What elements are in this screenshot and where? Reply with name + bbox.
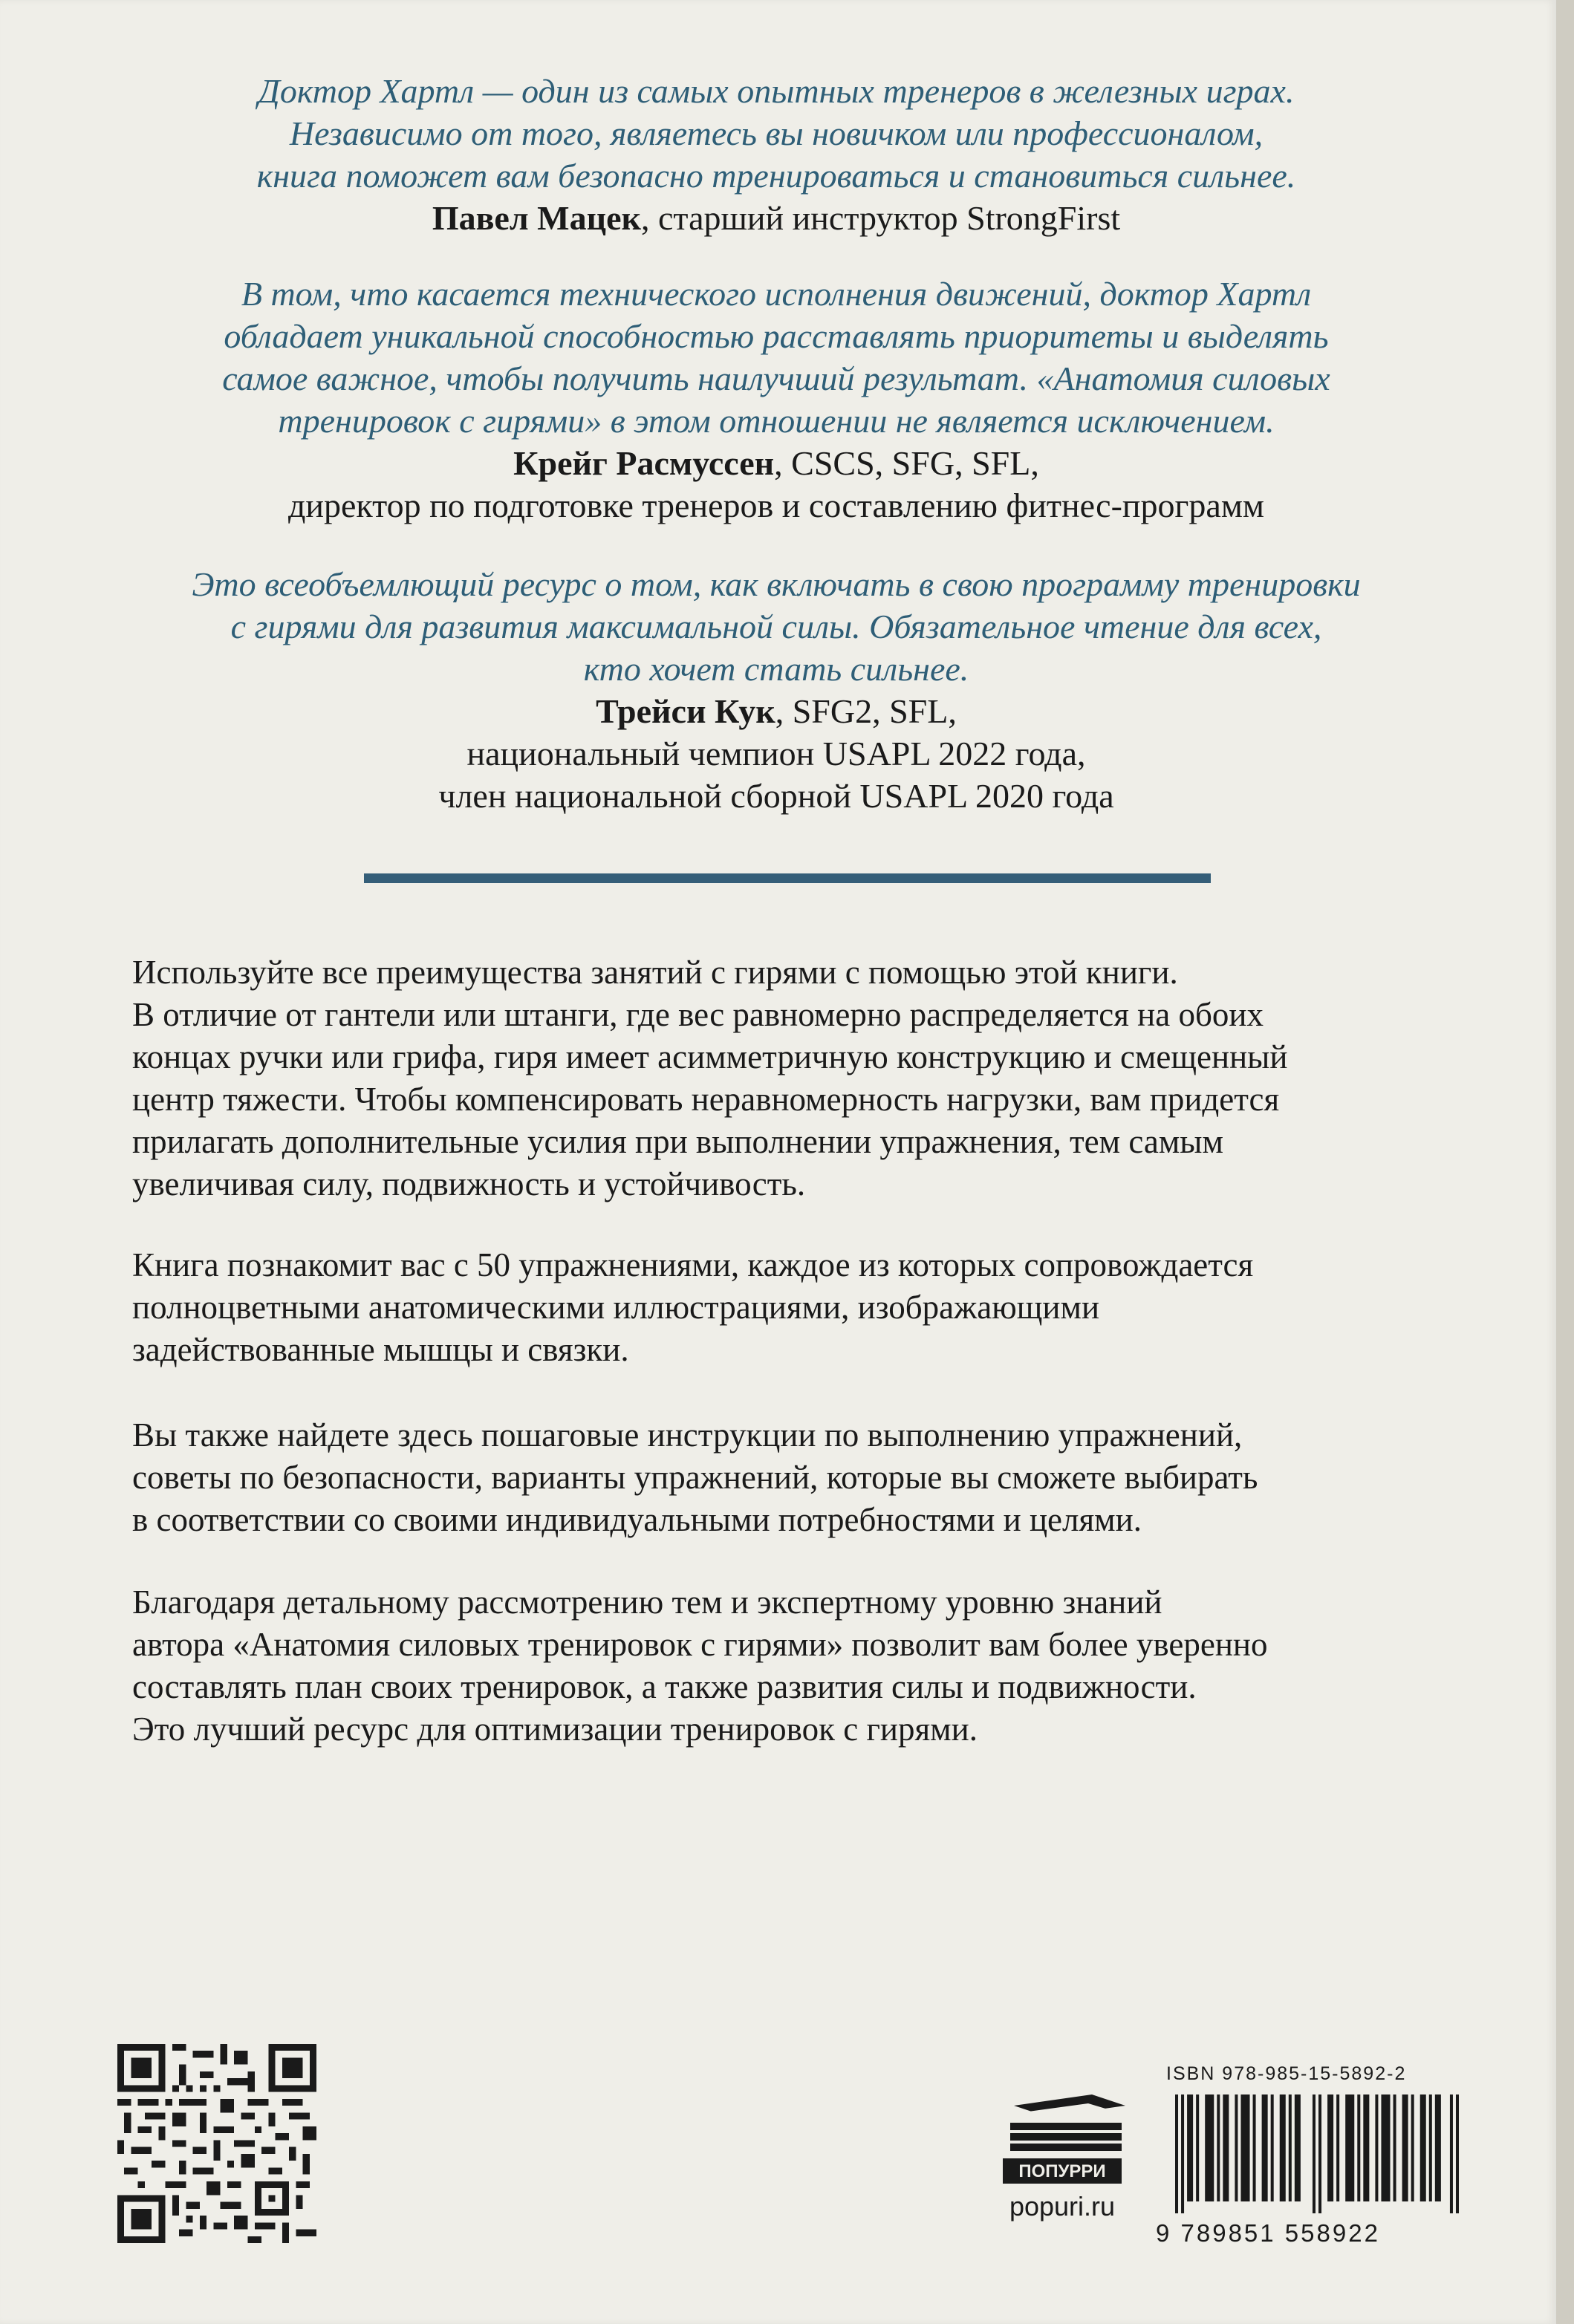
author-role: национальный чемпион USAPL 2022 года, [466,735,1086,772]
quote-maceck [111,70,1441,239]
qr-code-icon[interactable] [117,2044,316,2243]
quote-line: книга поможет вам безопасно тренироваться и становиться сильнее. [256,157,1296,195]
text-line: центр тяжести. Чтобы компенсировать неравномерность нагрузки, вам придется [132,1081,1280,1118]
publisher-site[interactable]: popuri.ru [1009,2191,1116,2222]
text-line: составлять план своих тренировок, а также развития силы и подвижности. [132,1668,1197,1705]
author-role: член национальной сборной USAPL 2020 года [438,777,1114,815]
author-name: Трейси Кук [596,692,775,730]
author-role: директор по подготовке тренеров и составлению фитнес-программ [287,486,1265,524]
text-line: Книга познакомит вас с 50 упражнениями, каждое из которых сопровождается [132,1246,1254,1283]
publisher-logo [988,2087,1129,2191]
publisher-logo-text: ПОПУРРИ [1018,2161,1106,2181]
barcode [1175,2094,1459,2213]
text-line: Используйте все преимущества занятий с гирями с помощью этой книги. [132,954,1178,991]
author-name: Павел Мацек [432,199,642,237]
quote-rasmussen [111,273,1441,527]
quote-author [111,197,1441,239]
quote-line: самое важное, чтобы получить наилучший результат. «Анатомия силовых [222,359,1330,397]
paragraph-3 [132,1414,1454,1541]
text-line: Благодаря детальному рассмотрению тем и экспертному уровню знаний [132,1583,1162,1621]
quote-line: Это всеобъемлющий ресурс о том, как включать в свою программу тренировки [192,565,1361,603]
author-title: , CSCS, SFG, SFL, [774,444,1039,482]
barcode-number: 9 789851 558922 [1156,2219,1380,2247]
paragraph-4 [132,1581,1454,1751]
text-line: в соответствии со своими индивидуальными потребностями и целями. [132,1501,1142,1538]
quote-line: с гирями для развития максимальной силы. Обязательное чтение для всех, [230,608,1322,645]
quote-line: Независимо от того, являетесь вы новичком или профессионалом, [289,114,1264,152]
quote-author [111,442,1441,484]
text-line: концах ручки или грифа, гиря имеет асимметричную конструкцию и смещенный [132,1038,1288,1075]
text-line: Это лучший ресурс для оптимизации тренировок с гирями. [132,1711,978,1748]
text-line: увеличивая силу, подвижность и устойчивость. [132,1165,806,1202]
quote-line: кто хочет стать сильнее. [583,650,969,688]
author-title: , SFG2, SFL, [775,692,957,730]
text-line: В отличие от гантели или штанги, где вес равномерно распределяется на обоих [132,996,1264,1033]
text-line: задействованные мышцы и связки. [132,1331,629,1368]
author-title: , старший инструктор StrongFirst [641,199,1121,237]
text-line: автора «Анатомия силовых тренировок с гирями» позволит вам более уверенно [132,1626,1268,1663]
quote-line: Доктор Хартл — один из самых опытных тренеров в железных играх. [258,72,1295,110]
divider-rule [364,873,1211,883]
page-edge [1556,0,1574,2324]
author-name: Крейг Расмуссен [513,444,775,482]
text-line: полноцветными анатомическими иллюстрациями, изображающими [132,1289,1100,1326]
quote-cook [111,563,1441,817]
quote-line: обладает уникальной способностью расставлять приоритеты и выделять [224,317,1329,355]
paragraph-2 [132,1244,1454,1371]
text-line: советы по безопасности, варианты упражнений, которые вы сможете выбирать [132,1459,1258,1496]
paragraph-1 [132,951,1454,1205]
quote-line: тренировок с гирями» в этом отношении не является исключением. [278,402,1275,440]
text-line: Вы также найдете здесь пошаговые инструкции по выполнению упражнений, [132,1416,1243,1454]
isbn-label: ISBN 978-985-15-5892-2 [1166,2063,1407,2084]
quote-author [111,690,1441,732]
quote-line: В том, что касается технического исполнения движений, доктор Хартл [241,275,1312,313]
text-line: прилагать дополнительные усилия при выполнении упражнения, тем самым [132,1123,1224,1160]
